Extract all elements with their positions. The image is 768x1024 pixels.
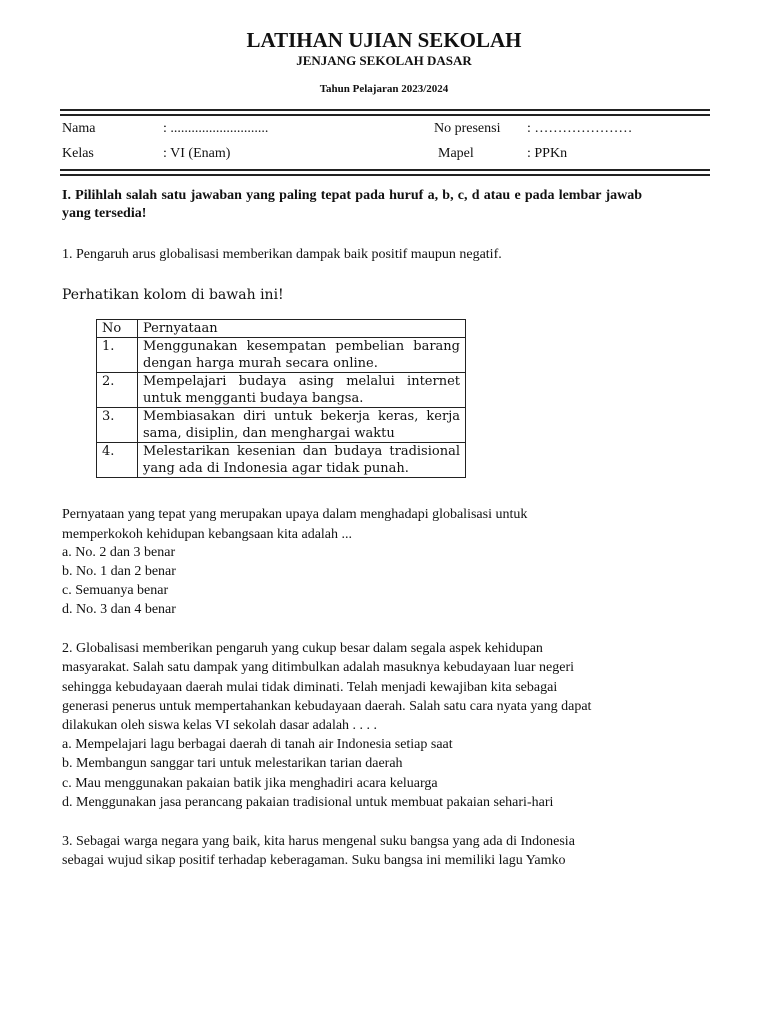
question-1-stem: 1. Pengaruh arus globalisasi memberikan dampak baik positif maupun negatif. [62, 247, 502, 262]
table-header-statement: Pernyataan [138, 320, 466, 338]
table-cell-no: 1. [97, 338, 138, 373]
question-2-option-a[interactable]: a. Mempelajari lagu berbagai daerah di tanah air Indonesia setiap saat [62, 737, 453, 752]
question-1-option-c[interactable]: c. Semuanya benar [62, 583, 169, 598]
table-header-no: No [97, 320, 138, 338]
table-row [97, 338, 466, 373]
instruction: I. Pilihlah salah satu jawaban yang paling tepat pada huruf a, b, c, d atau e pada lembar jawab yang tersedia! [62, 188, 642, 221]
question-2-line: sehingga kebudayaan daerah mulai tidak diminati. Telah menjadi kewajiban kita sebagai [62, 680, 558, 695]
page-subtitle: JENJANG SEKOLAH DASAR [296, 53, 472, 68]
question-1-option-a[interactable]: a. No. 2 dan 3 benar [62, 545, 176, 560]
table-cell-no: 3. [97, 408, 138, 443]
divider-bottom-2 [60, 174, 710, 176]
mapel-value: : PPKn [527, 146, 568, 161]
kelas-value: : VI (Enam) [163, 146, 231, 161]
page-title: LATIHAN UJIAN SEKOLAH [246, 28, 522, 52]
question-2-line: masyarakat. Salah satu dampak yang ditimbulkan adalah masuknya kebudayaan luar negeri [62, 660, 574, 675]
question-1-line: Pernyataan yang tepat yang merupakan upaya dalam menghadapi globalisasi untuk [62, 507, 528, 522]
nama-field[interactable]: : ............................ [163, 121, 269, 136]
question-2-line: dilakukan oleh siswa kelas VI sekolah dasar adalah . . . . [62, 718, 378, 733]
table-row [97, 373, 466, 408]
question-3-line: sebagai wujud sikap positif terhadap keberagaman. Suku bangsa ini memiliki lagu Yamko [62, 853, 566, 868]
kelas-label: Kelas [62, 146, 94, 161]
nama-label: Nama [62, 121, 96, 136]
divider-bottom-1 [60, 169, 710, 171]
table-intro: Perhatikan kolom di bawah ini! [62, 287, 284, 303]
table-cell-statement: Mempelajari budaya asing melalui internet untuk mengganti budaya bangsa. [138, 373, 466, 408]
question-1-option-d[interactable]: d. No. 3 dan 4 benar [62, 602, 176, 617]
question-1-option-b[interactable]: b. No. 1 dan 2 benar [62, 564, 176, 579]
school-year: Tahun Pelajaran 2023/2024 [319, 83, 449, 95]
question-2-line: generasi penerus untuk mempertahankan kebudayaan daerah. Salah satu cara nyata yang dapat [62, 699, 592, 714]
question-2-line: 2. Globalisasi memberikan pengaruh yang cukup besar dalam segala aspek kehidupan [62, 641, 543, 656]
table-row [97, 443, 466, 478]
divider-top-1 [60, 109, 710, 111]
mapel-label: Mapel [438, 146, 474, 161]
table-cell-statement: Menggunakan kesempatan pembelian barang dengan harga murah secara online. [138, 338, 466, 373]
table-cell-no: 2. [97, 373, 138, 408]
presensi-field[interactable]: : ………………… [527, 121, 633, 136]
table-header-row [97, 320, 466, 338]
statement-table [96, 319, 466, 478]
table-row [97, 408, 466, 443]
divider-top-2 [60, 114, 710, 116]
question-2-option-b[interactable]: b. Membangun sanggar tari untuk melestarikan tarian daerah [62, 756, 403, 771]
table-cell-statement: Melestarikan kesenian dan budaya tradisional yang ada di Indonesia agar tidak punah. [138, 443, 466, 478]
question-1-line: memperkokoh kehidupan kebangsaan kita adalah ... [62, 527, 353, 542]
presensi-label: No presensi [434, 121, 501, 136]
question-3-line: 3. Sebagai warga negara yang baik, kita harus mengenal suku bangsa yang ada di Indonesia [62, 834, 575, 849]
table-cell-no: 4. [97, 443, 138, 478]
question-2-option-d[interactable]: d. Menggunakan jasa perancang pakaian tradisional untuk membuat pakaian sehari-hari [62, 795, 554, 810]
question-2-option-c[interactable]: c. Mau menggunakan pakaian batik jika menghadiri acara keluarga [62, 776, 438, 791]
table-cell-statement: Membiasakan diri untuk bekerja keras, kerja sama, disiplin, dan menghargai waktu [138, 408, 466, 443]
